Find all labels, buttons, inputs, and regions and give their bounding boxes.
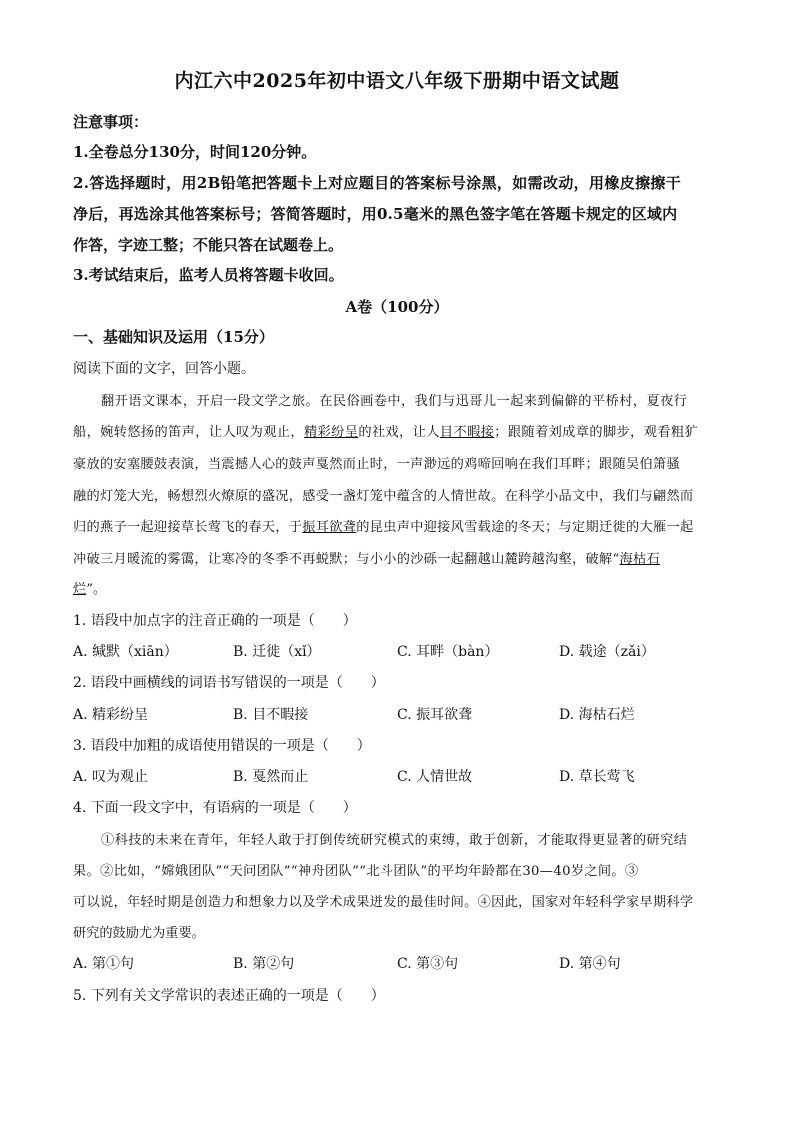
q3-option-d[interactable]: D. 草长莺飞: [559, 769, 635, 785]
q4-option-a[interactable]: A. 第①句: [73, 956, 135, 972]
q2-option-d[interactable]: D. 海枯石烂: [559, 707, 635, 723]
underlined-word-1: 精彩纷呈: [304, 425, 359, 440]
passage-line-4: 融的灯笼大光，畅想烈火燎原的盛况，感受一盏灯笼中蕴含的人情世故。在科学小品文中，我们与翩然而: [73, 489, 694, 504]
part-1-heading: 一、基础知识及运用（15分）: [73, 328, 274, 346]
question-3-stem: 3. 语段中加粗的成语使用错误的一项是（ ）: [73, 738, 371, 754]
q4-passage-line-3: 可以说，年轻时期是创造力和想象力以及学术成果迸发的最佳时间。④因此，国家对年轻科学家早期科学: [73, 895, 694, 910]
question-5-stem: 5. 下列有关文学常识的表述正确的一项是（ ）: [73, 988, 385, 1004]
q1-option-d[interactable]: D. 载途（zǎi）: [559, 644, 655, 660]
q4-option-c[interactable]: C. 第③句: [397, 956, 459, 972]
passage-text: 归的燕子一起迎接草长莺飞的春天，于: [73, 520, 303, 535]
note-3: 3.考试结束后，监考人员将答题卡收回。: [73, 266, 344, 284]
passage-line-2: [73, 421, 698, 440]
underlined-word-3: 振耳欲聋: [302, 520, 357, 535]
passage-line-3: 豪放的安塞腰鼓表演，当震撼人心的鼓声戛然而止时，一声渺远的鸡啼回响在我们耳畔；跟随吴伯箫骚: [73, 457, 680, 472]
passage-text: ；跟随着刘成章的脚步，观看粗犷: [494, 425, 699, 440]
passage-line-5: [73, 516, 693, 535]
note-2-line-2: 净后，再选涂其他答案标号；答简答题时，用0.5毫米的黑色签字笔在答题卡规定的区域内: [73, 205, 678, 223]
note-2-line-1: 2.答选择题时，用2B铅笔把答题卡上对应题目的答案标号涂黑，如需改动，用橡皮擦擦干: [73, 174, 682, 192]
question-2-stem: 2. 语段中画横线的词语书写错误的一项是（ ）: [73, 675, 385, 691]
q3-option-c[interactable]: C. 人情世故: [397, 769, 473, 785]
passage-line-6: [73, 548, 660, 567]
q3-option-b[interactable]: B. 戛然而止: [233, 769, 309, 785]
q1-option-b[interactable]: B. 迁徙（xǐ）: [233, 644, 321, 660]
question-1-stem: 1. 语段中加点字的注音正确的一项是（ ）: [73, 613, 357, 629]
notes-heading: 注意事项：: [73, 113, 149, 131]
underlined-word-4-start: 海枯石: [619, 552, 661, 567]
passage-text: ”。: [86, 582, 107, 597]
note-1: 1.全卷总分130分，时间120分钟。: [73, 143, 317, 161]
underlined-word-4: 烂: [73, 582, 87, 597]
note-2-line-3: 作答，字迹工整；不能只答在试题卷上。: [73, 236, 344, 254]
q2-option-b[interactable]: B. 目不暇接: [233, 707, 309, 723]
reading-instruction: 阅读下面的文字，回答小题。: [73, 361, 255, 377]
passage-text: 冲破三月暖流的雾霭，让寒冷的冬季不再蜕默；与小小的沙砾一起翻越山麓跨越沟壑，破解“: [73, 552, 620, 567]
q1-option-c[interactable]: C. 耳畔（bàn）: [397, 644, 499, 660]
q4-passage-line-2: 果。②比如，“嫦娥团队”“天问团队”“神舟团队”“北斗团队”的平均年龄都在30—40岁之间。③: [73, 864, 639, 879]
passage-text: 的昆虫声中迎接风雪载途的冬天；与定期迁徙的大雁一起: [356, 520, 694, 535]
question-4-stem: 4. 下面一段文字中，有语病的一项是（ ）: [73, 800, 357, 816]
q2-option-a[interactable]: A. 精彩纷呈: [73, 707, 149, 723]
q3-option-a[interactable]: A. 叹为观止: [73, 769, 149, 785]
passage-line-1: 翻开语文课本，开启一段文学之旅。在民俗画卷中，我们与迅哥儿一起来到偏僻的平桥村，夏夜行: [101, 394, 688, 409]
page-title: 内江六中2025年初中语文八年级下册期中语文试题: [174, 70, 620, 92]
q1-option-a[interactable]: A. 缄默（xiān）: [73, 644, 178, 660]
passage-text: 的社戏，让人: [358, 425, 440, 440]
underlined-word-2: 目不暇接: [439, 425, 495, 440]
section-a-heading: A卷（100分）: [345, 298, 449, 316]
q4-option-d[interactable]: D. 第④句: [559, 956, 621, 972]
passage-line-7: [73, 578, 106, 597]
q2-option-c[interactable]: C. 振耳欲聋: [397, 707, 473, 723]
q4-passage-line-4: 研究的鼓励尤为重要。: [73, 926, 205, 941]
passage-text: 船，婉转悠扬的笛声，让人叹为观止，: [73, 425, 304, 440]
q4-passage-line-1: ①科技的未来在青年，年轻人敢于打倒传统研究模式的束缚，敢于创新，才能取得更显著的研究结: [101, 833, 688, 848]
q4-option-b[interactable]: B. 第②句: [233, 956, 295, 972]
